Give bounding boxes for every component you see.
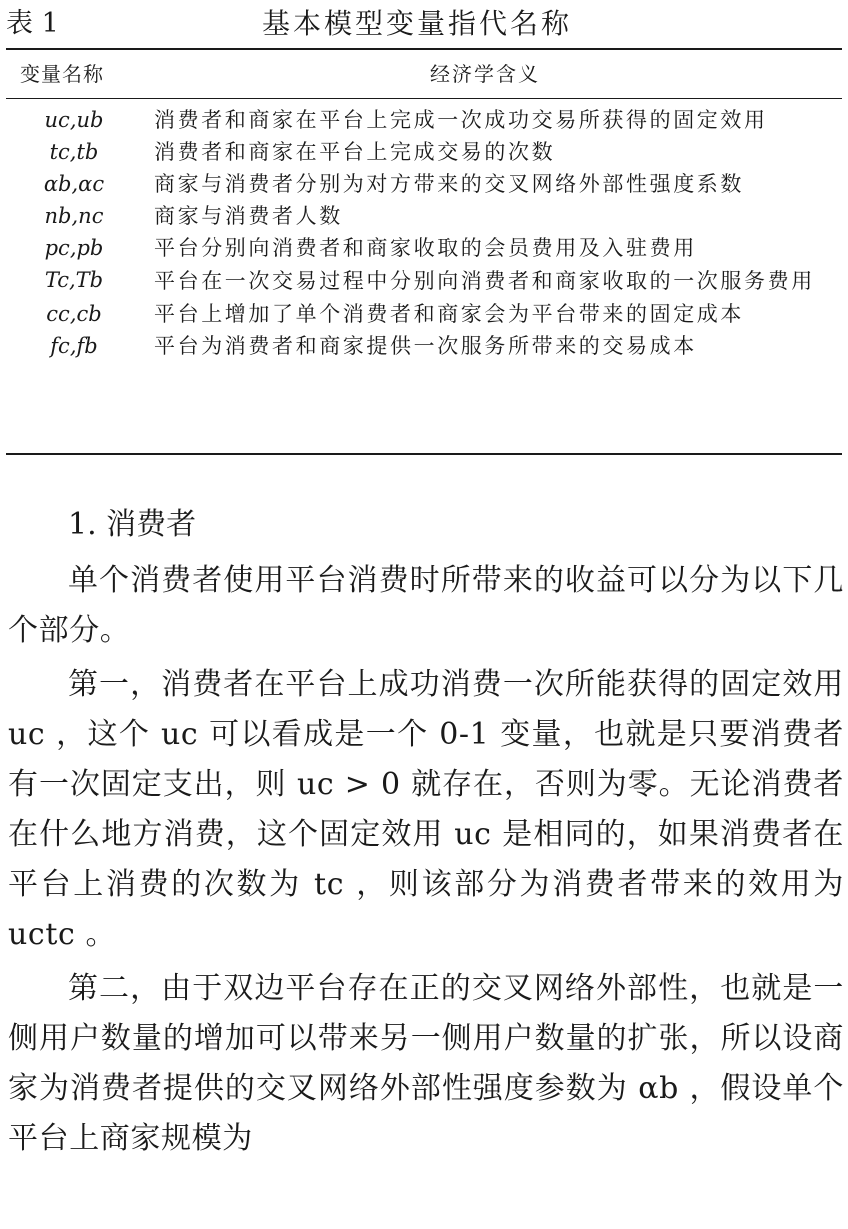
table-top-rule xyxy=(6,48,842,50)
table-caption xyxy=(6,4,842,44)
variable-cell: cc,cb xyxy=(46,302,102,326)
variable-cell: αb,αc xyxy=(43,172,105,196)
table-row xyxy=(6,200,842,232)
table-row xyxy=(6,264,842,298)
table-row xyxy=(6,168,842,200)
header-variable-name: 变量名称 xyxy=(20,62,104,86)
variable-cell: fc,fb xyxy=(50,334,98,358)
table-row xyxy=(6,298,842,330)
meaning-cell: 平台为消费者和商家提供一次服务所带来的交易成本 xyxy=(154,334,697,358)
variable-cell: pc,pb xyxy=(44,236,104,260)
meaning-cell: 商家与消费者分别为对方带来的交叉网络外部性强度系数 xyxy=(154,172,744,196)
header-economic-meaning: 经济学含义 xyxy=(430,62,540,86)
meaning-cell: 消费者和商家在平台上完成交易的次数 xyxy=(154,140,556,164)
meaning-cell: 平台在一次交易过程中分别向消费者和商家收取的一次服务费用 xyxy=(154,269,815,293)
meaning-cell: 消费者和商家在平台上完成一次成功交易所获得的固定效用 xyxy=(154,108,768,132)
table-bottom-rule xyxy=(6,453,842,455)
paragraph: 单个消费者使用平台消费时所带来的收益可以分为以下几个部分。 xyxy=(8,563,844,648)
meaning-cell: 平台上增加了单个消费者和商家会为平台带来的固定成本 xyxy=(154,302,744,326)
table-body xyxy=(6,104,842,362)
table-row xyxy=(6,232,842,264)
meaning-cell: 平台分别向消费者和商家收取的会员费用及入驻费用 xyxy=(154,236,697,260)
variable-cell: Tc,Tb xyxy=(44,268,104,292)
table-row xyxy=(6,136,842,168)
paragraph: 第一，消费者在平台上成功消费一次所能获得的固定效用 uc ，这个 uc 可以看成是一个 0-1 变量，也就是只要消费者有一次固定支出，则 uc > 0 就存在，否则为零。无论消费者在什么地方消费，这个固定效用 uc 是相同的，如果消费者在平台上消费的次数为 tc ，则该部分为消费者带来的效用为 uctc 。 xyxy=(8,667,844,952)
variable-cell: nb,nc xyxy=(44,204,104,228)
table-header-rule xyxy=(6,98,842,99)
section-heading: 1. 消费者 xyxy=(68,507,197,542)
table-row xyxy=(6,104,842,136)
table-row xyxy=(6,330,842,362)
variable-cell: tc,tb xyxy=(49,140,99,164)
meaning-cell: 商家与消费者人数 xyxy=(154,204,343,228)
table-title: 基本模型变量指代名称 xyxy=(262,7,573,40)
body-text xyxy=(8,500,844,1168)
paragraph: 第二，由于双边平台存在正的交叉网络外部性，也就是一侧用户数量的增加可以带来另一侧用户数量的扩张，所以设商家为消费者提供的交叉网络外部性强度参数为 αb ，假设单个平台上商家规模为 xyxy=(8,971,844,1156)
variable-cell: uc,ub xyxy=(44,108,104,132)
table-number: 表 1 xyxy=(6,8,59,39)
